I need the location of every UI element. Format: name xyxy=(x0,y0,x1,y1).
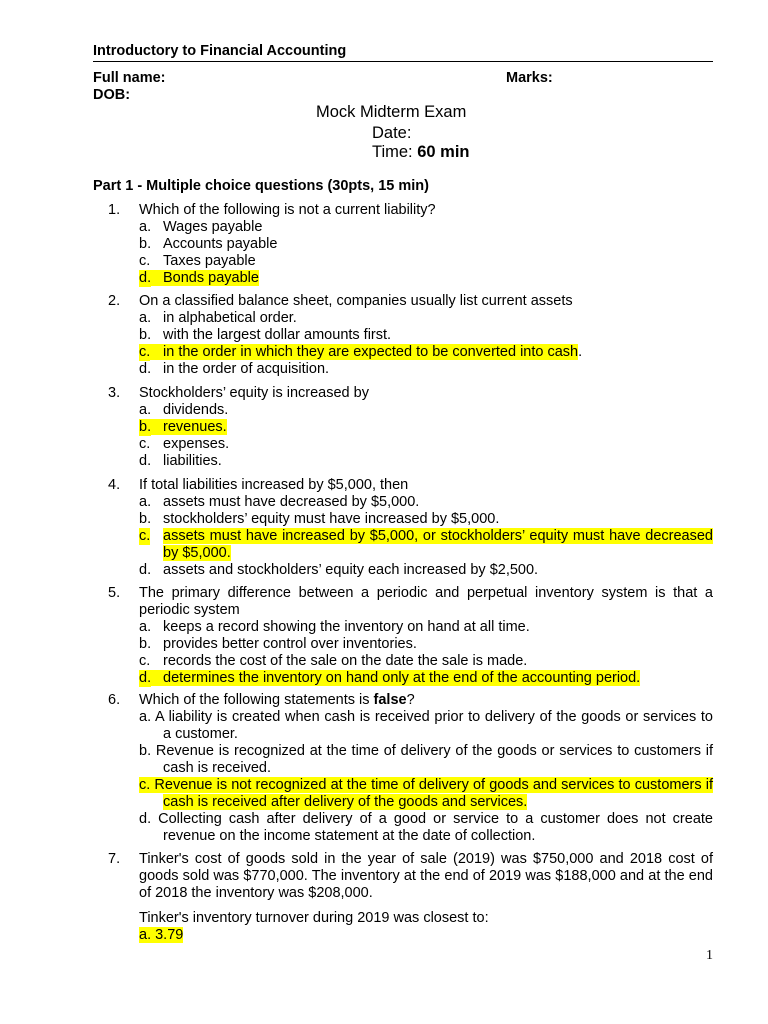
option-d: d. liabilities. xyxy=(139,453,222,469)
question-number: 6. xyxy=(108,692,121,708)
time-label: Time: xyxy=(372,143,413,161)
question-text: The primary difference between a periodic and perpetual inventory system is that a periodic system xyxy=(139,585,713,618)
full-name-label: Full name: xyxy=(93,70,166,86)
option-a: a. in alphabetical order. xyxy=(139,310,297,326)
question-6 xyxy=(93,692,713,845)
option-c-answer: c. in the order in which they are expected to be converted into cash. xyxy=(139,344,583,360)
option-d-answer: d. determines the inventory on hand only at the end of the accounting period. xyxy=(139,670,641,686)
question-text: On a classified balance sheet, companies usually list current assets xyxy=(139,293,573,309)
exam-title: Mock Midterm Exam xyxy=(316,103,467,121)
date-label: Date: xyxy=(372,124,412,142)
option-d: d. Collecting cash after delivery of a good or service to a customer does not create revenue on the income statement at the date of collection. xyxy=(139,811,713,844)
option-d: d. in the order of acquisition. xyxy=(139,361,330,377)
option-b: b. with the largest dollar amounts first. xyxy=(139,327,392,343)
question-number: 5. xyxy=(108,585,121,601)
course-title: Introductory to Financial Accounting xyxy=(93,43,347,59)
option-d-answer: d. Bonds payable xyxy=(139,270,259,286)
question-1 xyxy=(93,202,713,287)
question-number: 2. xyxy=(108,293,121,309)
question-text: Stockholders’ equity is increased by xyxy=(139,385,369,401)
option-a: a. keeps a record showing the inventory on hand at all time. xyxy=(139,619,530,635)
question-number: 7. xyxy=(108,851,121,867)
question-text: Which of the following is not a current liability? xyxy=(139,202,436,218)
option-c: c. Taxes payable xyxy=(139,253,256,269)
option-b: b. stockholders’ equity must have increased by $5,000. xyxy=(139,511,500,527)
header-rule xyxy=(93,61,713,62)
part1-heading: Part 1 - Multiple choice questions (30pts, 15 min) xyxy=(93,178,429,194)
marks-label: Marks: xyxy=(506,70,553,86)
option-c: c. expenses. xyxy=(139,436,230,452)
question-7 xyxy=(93,851,713,944)
option-a: a. dividends. xyxy=(139,402,229,418)
question-text: Which of the following statements is false? xyxy=(139,692,415,708)
question-text: Tinker's cost of goods sold in the year of sale (2019) was $750,000 and 2018 cost of goods sold was $770,000. The inventory at the end of 2019 was $188,000 and at the end of 2018 the inventory was $208,000. xyxy=(139,851,713,901)
page-number: 1 xyxy=(706,948,713,963)
option-a: a. A liability is created when cash is received prior to delivery of the goods or services to a customer. xyxy=(139,709,713,742)
question-number: 1. xyxy=(108,202,121,218)
question-4 xyxy=(93,477,713,579)
option-a: a. Wages payable xyxy=(139,219,263,235)
question-number: 4. xyxy=(108,477,121,493)
option-b: b. provides better control over inventories. xyxy=(139,636,417,652)
question-3 xyxy=(93,385,713,470)
question-prompt: Tinker's inventory turnover during 2019 was closest to: xyxy=(139,910,489,926)
option-a: a. assets must have decreased by $5,000. xyxy=(139,494,420,510)
question-5 xyxy=(93,585,713,687)
option-d: d. assets and stockholders’ equity each increased by $2,500. xyxy=(139,562,539,578)
option-b: b. Accounts payable xyxy=(139,236,278,252)
option-c-answer: c. Revenue is not recognized at the time of delivery of goods and services to customers if cash is received after delivery of the goods and services. xyxy=(139,777,713,810)
question-text: If total liabilities increased by $5,000, then xyxy=(139,477,409,493)
option-b-answer: b. revenues. xyxy=(139,419,227,435)
question-number: 3. xyxy=(108,385,121,401)
option-c-answer: c. assets must have increased by $5,000, or stockholders’ equity must have decreased by $5,000. xyxy=(139,528,713,561)
option-c: c. records the cost of the sale on the date the sale is made. xyxy=(139,653,528,669)
option-b: b. Revenue is recognized at the time of delivery of the goods or services to customers if cash is received. xyxy=(139,743,713,776)
time-line xyxy=(372,143,470,162)
time-value: 60 min xyxy=(417,143,470,161)
answer: a. 3.79 xyxy=(139,927,184,943)
question-2 xyxy=(93,293,713,378)
dob-label: DOB: xyxy=(93,87,131,103)
